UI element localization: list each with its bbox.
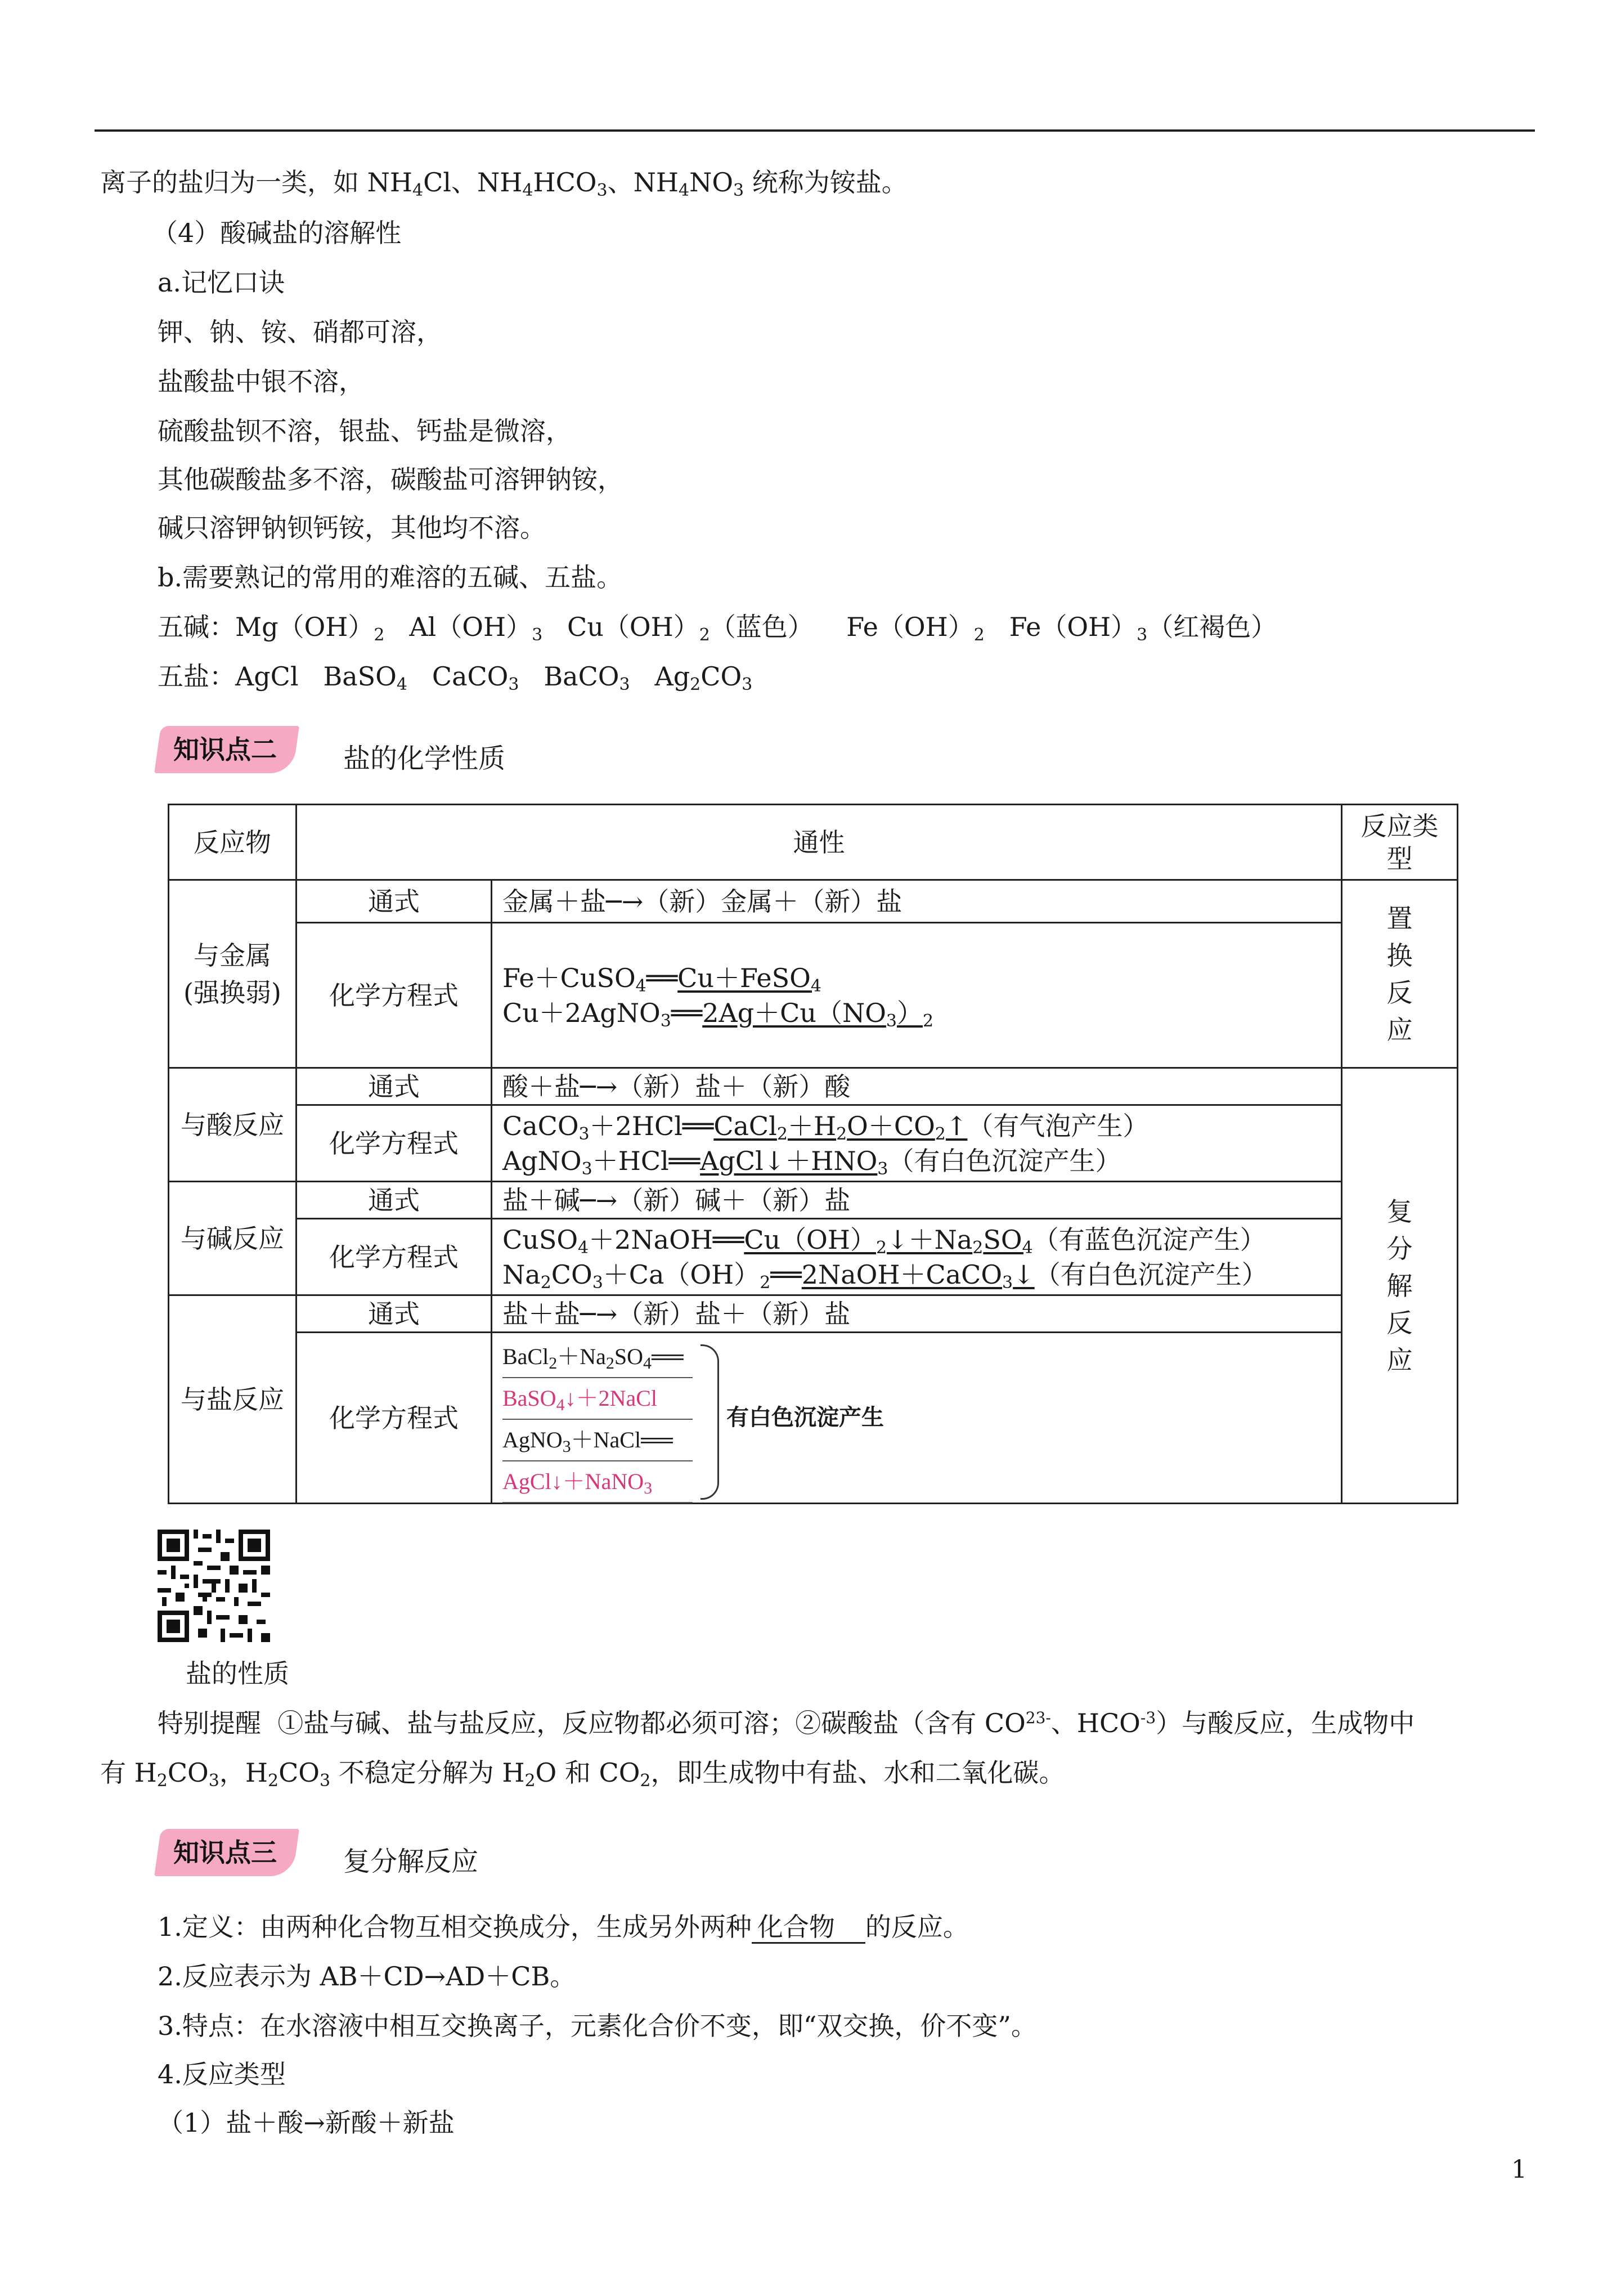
- mnemonic-title: a.记忆口诀: [158, 267, 285, 298]
- salt-general: 盐＋盐─→（新）盐＋（新）盐: [492, 1295, 1342, 1333]
- rhyme-line: 硫酸盐钡不溶，银盐、钙盐是微溶，: [158, 416, 572, 446]
- type-double-decomposition: 复分解反应: [1342, 1068, 1458, 1504]
- equation-label: 化学方程式: [297, 923, 492, 1068]
- reaction-form-line: 2.反应表示为 AB＋CD→AD＋CB。: [158, 1961, 576, 1992]
- metal-general: 金属＋盐─→（新）金属＋（新）盐: [492, 880, 1342, 923]
- reaction-type-1: （1）盐＋酸→新酸＋新盐: [158, 2107, 455, 2138]
- header-general: 通性: [297, 805, 1342, 880]
- header-reactant: 反应物: [169, 805, 297, 880]
- section-badge: 知识点二: [154, 726, 299, 773]
- reminder-line-1: 特别提醒 ①盐与碱、盐与盐反应，反应物都必须可溶；②碳酸盐（含有 $CO^{23-}$、$HCO^{-3}$）与酸反应，生成物中: [158, 1708, 1415, 1738]
- rhyme-line: 钾、钠、铵、硝都可溶，: [158, 317, 442, 347]
- section-title: 复分解反应: [343, 1846, 479, 1877]
- equation-label: 化学方程式: [297, 1333, 492, 1504]
- section-badge: 知识点三: [154, 1829, 299, 1876]
- tongshi-label: 通式: [297, 880, 492, 923]
- salt-properties-table: [168, 804, 1458, 1504]
- qr-caption: 盐的性质: [186, 1658, 289, 1689]
- feature-line: 3.特点：在水溶液中相互交换离子，元素化合价不变，即“双交换，价不变”。: [158, 2011, 1037, 2041]
- answer-blank: 化合物: [752, 1912, 865, 1944]
- metal-equations: Fe＋CuSO$_4$══Cu＋FeSO$_4$ $Cu+2AgNO_3══2Ag+Cu(NO_3)_2$: [492, 923, 1342, 1068]
- rhyme-line: 碱只溶钾钠钡钙铵，其他均不溶。: [158, 513, 546, 543]
- reaction-types-title: 4.反应类型: [158, 2059, 286, 2089]
- subheading-solubility: （4）酸碱盐的溶解性: [152, 218, 402, 248]
- section-title: 盐的化学性质: [343, 743, 506, 774]
- header-rule: [95, 129, 1535, 132]
- row-acid: 与酸反应: [169, 1068, 297, 1182]
- five-bases: 五碱：$Mg(OH)_2$ $Al(OH)_3$ $Cu(OH)_2$（蓝色） $Fe(OH)_2$ $Fe(OH)_3$（红褐色）: [158, 612, 1277, 645]
- tongshi-label: 通式: [297, 1068, 492, 1105]
- row-metal: 与金属(强换弱): [169, 880, 297, 1068]
- reminder-label: 特别提醒: [158, 1708, 261, 1738]
- reminder-line-2: 有 $H_2CO_3$，$H_2CO_3$ 不稳定分解为 $H_2O$ 和 $CO_2$，即生成物中有盐、水和二氧化碳。: [100, 1757, 1065, 1791]
- insoluble-title: b.需要熟记的常用的难溶的五碱、五盐。: [158, 562, 623, 593]
- acid-general: 酸＋盐─→（新）盐＋（新）酸: [492, 1068, 1342, 1105]
- tongshi-label: 通式: [297, 1295, 492, 1333]
- salt-note: 有白色沉淀产生: [726, 1405, 884, 1430]
- equation-label: 化学方程式: [297, 1105, 492, 1182]
- rhyme-line: 盐酸盐中银不溶，: [158, 366, 365, 397]
- equation-label: 化学方程式: [297, 1219, 492, 1295]
- intro-line: 离子的盐归为一类，如 $NH_4Cl$、$NH_4HCO_3$、$NH_4NO_3$ 统称为铵盐。: [100, 167, 908, 200]
- base-general: 盐＋碱─→（新）碱＋（新）盐: [492, 1182, 1342, 1219]
- base-equations: $CuSO_4+2NaOH══Cu(OH)_2↓+Na_2SO_4$（有蓝色沉淀产生） $Na_2CO_3+Ca(OH)_2══2NaOH+CaCO_3↓$（有白色沉淀产生）: [492, 1219, 1342, 1295]
- page-number: 1: [1511, 2155, 1527, 2184]
- tongshi-label: 通式: [297, 1182, 492, 1219]
- header-type: 反应类型: [1342, 805, 1458, 880]
- row-base: 与碱反应: [169, 1182, 297, 1295]
- rhyme-line: 其他碳酸盐多不溶，碳酸盐可溶钾钠铵，: [158, 464, 623, 495]
- acid-equations: $CaCO_3+2HCl══CaCl_2+H_2O+CO_2↑$（有气泡产生） $AgNO_3+HCl══AgCl↓+HNO_3$（有白色沉淀产生）: [492, 1105, 1342, 1182]
- brace: [701, 1344, 719, 1500]
- salt-equations: $BaCl_2+Na_2SO_4══$ BaSO$_4$↓＋2NaCl AgNO$_3$＋NaCl══ AgCl↓＋NaNO$_3$ 有白色沉淀产生: [492, 1333, 1342, 1504]
- row-salt: 与盐反应: [169, 1295, 297, 1504]
- qr-code-image[interactable]: [158, 1530, 270, 1642]
- five-salts: 五盐：AgCl BaSO$_4$ CaCO$_3$ BaCO$_3$ $Ag_2CO_3$: [158, 661, 753, 694]
- definition-line: 1.定义：由两种化合物互相交换成分，生成另外两种 化合物 的反应。: [158, 1910, 969, 1944]
- type-displacement: 置换反应: [1342, 880, 1458, 1068]
